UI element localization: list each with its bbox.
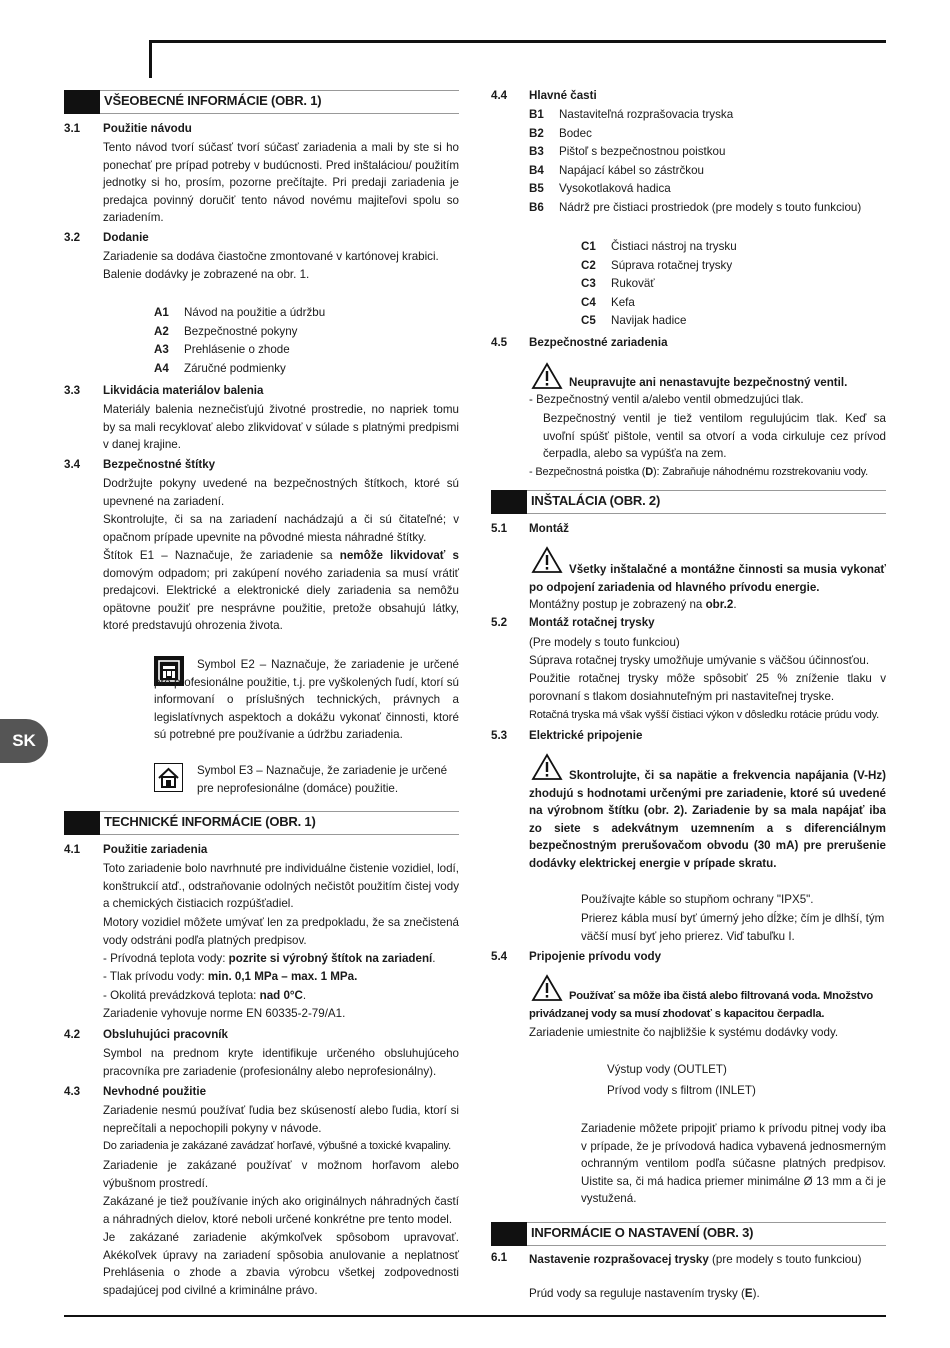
list-item: A3 Prehlásenie o zhode (154, 343, 290, 356)
section-heading: Použitie zariadenia (103, 843, 208, 856)
paragraph: Zariadenie nesmú používať ľudia bez skúseností alebo ľudia, ktorí si neprečítali a nepochopili pokyny v návode. (103, 1104, 459, 1135)
paragraph: Zariadenie môžete pripojiť priamo k prívodu pitnej vody iba v prípade, že je prívodová hadica vybavená jednosmerným ochranným ventilom podľa súčasne platných predpisov. Uistite sa, či má hadica priemer minimálne Ø 13 mm a či je vystužená. (581, 1122, 886, 1206)
outlet-label: Výstup vody (OUTLET) (607, 1063, 727, 1076)
paragraph: Zariadenie je zakázané používať v možnom horľavom alebo výbušnom prostredí. (103, 1159, 459, 1190)
section-number: 3.2 (64, 231, 81, 244)
header-rule (149, 40, 886, 43)
list-item: C1 Čistiaci nástroj na trysku (581, 240, 737, 253)
section-title: INFORMÁCIE O NASTAVENÍ (OBR. 3) (531, 1225, 754, 1240)
bullet-item: - Bezpečnostná poistka (D): Zabraňuje náhodnému rozstrekovaniu vody. (529, 466, 869, 478)
list-item: A2 Bezpečnostné pokyny (154, 324, 298, 338)
section-title: INŠTALÁCIA (OBR. 2) (531, 493, 661, 508)
list-item: B3 Pištoľ s bezpečnostnou poistkou (529, 145, 726, 158)
section-number: 4.1 (64, 843, 81, 856)
contents-list (154, 304, 325, 378)
section-heading: Dodanie (103, 231, 149, 244)
section-heading: Obsluhujúci pracovník (103, 1028, 228, 1041)
section-number: 4.2 (64, 1028, 81, 1041)
paragraph: Do zariadenia je zakázané zavádzať horľavé, výbušné a toxické kvapaliny. (103, 1140, 451, 1152)
bullet-item: - Tlak prívodu vody: min. 0,1 MPa – max. 1 MPa. (103, 970, 358, 983)
section-heading: Nastavenie rozprašovacej trysky (pre modely s touto funkciou) (529, 1253, 862, 1266)
paragraph: Prierez kábla musí byť úmerný jeho dĺžke; čím je dlhší, tým väčší musí byť jeho prierez. Viď tabuľku I. (581, 912, 885, 943)
warning-text: Skontrolujte, či sa napätie a frekvencia napájania (V-Hz) zhodujú s hodnotami určenými pre zariadenie, ktoré sú uvedené na výrobnom štítku (obr. 2). Zariadenie by sa mala napájať iba zo siete s adekvátnym uzemnením a s diferenciálnym bezpečnostným prerušovačom obvodu (30 mA) pre prerušenie dodávky elektrickej energie v prípade skratu. (529, 769, 886, 870)
list-item: C3 Rukoväť (581, 277, 655, 290)
section-heading: Bezpečnostné štítky (103, 458, 216, 471)
section-bar-4 (64, 811, 459, 835)
paragraph: Zariadenie sa dodáva čiastočne zmontované v kartónovej krabici. (103, 250, 439, 263)
section-title: TECHNICKÉ INFORMÁCIE (OBR. 1) (104, 814, 316, 829)
paragraph: Bezpečnostný ventil je tiež ventilom regulujúcim tlak. Keď sa uvoľní spúšť pištole, ventil sa otvorí a voda cirkuluje cez prívod čerpadla, alebo sa vypúšťa na zem. (543, 412, 886, 461)
section-heading: Nevhodné použitie (103, 1085, 207, 1098)
section-heading: Pripojenie prívodu vody (529, 950, 662, 963)
list-item: B1 Nastaviteľná rozprašovacia tryska (529, 108, 734, 121)
list-item: B6 Nádrž pre čistiaci prostriedok (pre modely s touto funkciou) (529, 200, 862, 214)
inlet-label: Prívod vody s filtrom (INLET) (607, 1084, 756, 1097)
paragraph: Balenie dodávky je zobrazené na obr. 1. (103, 268, 310, 281)
bullet-item: - Prívodná teplota vody: pozrite si výrobný štítok na zariadení. (103, 952, 436, 965)
section-title: VŠEOBECNÉ INFORMÁCIE (OBR. 1) (104, 93, 322, 108)
section-number: 5.3 (491, 729, 508, 742)
section-number: 5.1 (491, 522, 508, 535)
section-number: 3.1 (64, 122, 81, 135)
paragraph: Montážny postup je zobrazený na obr.2. (529, 598, 737, 611)
paragraph: Motory vozidiel môžete umývať len za predpokladu, že sa znečistená vody odstráni podľa platných predpisov. (103, 916, 459, 947)
section-heading: Hlavné časti (529, 89, 597, 102)
section-number: 5.4 (491, 950, 508, 963)
paragraph: Súprava rotačnej trysky umožňuje umývanie s väčšou účinnosťou. (529, 654, 870, 667)
paragraph: Použitie rotačnej trysky môže spôsobiť 25 % zníženie tlaku v porovnaní s tlakom dosiahnuteľným pri nastaviteľnej tryske. (529, 672, 886, 703)
footer-rule (64, 1315, 886, 1317)
section-bar-5 (491, 490, 886, 514)
section-number: 5.2 (491, 616, 508, 629)
paragraph: Používajte káble so stupňom ochrany "IPX5". (581, 893, 814, 906)
paragraph: Štítok E1 – Naznačuje, že zariadenie sa nemôže likvidovať s domovým odpadom; pri zakúpení nového zariadenia sa musí vrátiť predajcovi. Elektrické a elektronické diely zariadenia sa nemôžu opätovne použiť pre nesprávne použitie, pretože obsahujú látky, ktoré predstavujú ohrozenia života. (103, 549, 459, 633)
list-item: B5 Vysokotlaková hadica (529, 182, 671, 195)
paragraph: Je zakázané zariadenie akýmkoľvek spôsobom upravovať. Akékoľvek úpravy na zariadení spôsobia anulovanie a neplatnosť Prehlásenia o zhode a zbavia výrobcu všetkej zodpovednosti spadajúcej pod civilné a kriminálne právo. (103, 1231, 459, 1297)
list-item: B4 Napájací kábel so zástrčkou (529, 163, 704, 177)
section-heading: Elektrické pripojenie (529, 729, 643, 742)
paragraph: Symbol E2 – Naznačuje, že zariadenie je určené pre profesionálne použitie, t.j. pre vyškolených ľudí, ktorí sú informovaní o príslušných technických, právnych a legislatívnych aspektoch a dokážu vykonať činnosti, ktoré sú potrebné pre používanie a údržbu zariadenia. (154, 658, 459, 742)
paragraph: Rotačná tryska má však vyšší čistiaci výkon v dôsledku rotácie prúdu vody. (529, 709, 879, 721)
list-item: C2 Súprava rotačnej trysky (581, 258, 733, 272)
section-bar-6 (491, 1222, 886, 1246)
paragraph: Materiály balenia neznečisťujú životné prostredie, no napriek tomu by sa mali recyklovať alebo zlikvidovať v súlade s platnými predpismi v danej krajine. (103, 403, 459, 452)
section-number: 3.3 (64, 384, 81, 397)
paragraph: Prúd vody sa reguluje nastavením trysky (E). (529, 1287, 760, 1300)
bullet-item: - Bezpečnostný ventil a/alebo ventil obmedzujúci tlak. (529, 393, 804, 406)
language-tab: SK (0, 719, 48, 763)
paragraph: Tento návod tvorí súčasť tvorí súčasť zariadenia a mali by ste si ho ponechať pre prípad potreby v budúcnosti. Pred inštaláciou/ použitím jednotky si ho, prosím, pozorne prečítajte. Pri predaji zariadenia je predajca povinný doručiť tento návod novému majiteľovi spolu so zariadením. (103, 141, 459, 225)
warning-text: Neupravujte ani nenastavujte bezpečnostný ventil. (569, 376, 848, 389)
paragraph: Symbol na prednom kryte identifikuje určeného obsluhujúceho pracovníka pre zariadenie (profesionálny alebo neprofesionálny). (103, 1047, 459, 1078)
home-use-icon (154, 763, 183, 792)
section-heading: Likvidácia materiálov balenia (103, 384, 264, 397)
paragraph: (Pre modely s touto funkciou) (529, 636, 680, 649)
paragraph: Symbol E3 – Naznačuje, že zariadenie je určené pre neprofesionálne (domáce) použitie. (197, 764, 448, 795)
section-number: 6.1 (491, 1251, 508, 1264)
paragraph: Dodržujte pokyny uvedené na bezpečnostných štítkoch, ktoré sú upevnené na zariadení. (103, 477, 459, 508)
paragraph: Toto zariadenie bolo navrhnuté pre individuálne čistenie vozidiel, lodí, konštrukcií atď., odstraňovanie odolných nečistôt použitím čistej vody a chemických čistiacich rozpúšťadiel. (103, 862, 459, 911)
paragraph: Zariadenie umiestnite čo najbližšie k systému dodávky vody. (529, 1026, 839, 1039)
list-item: C4 Kefa (581, 295, 635, 309)
section-heading: Montáž rotačnej trysky (529, 616, 655, 629)
section-number: 4.4 (491, 89, 508, 102)
parts-list-c (581, 238, 737, 331)
section-heading: Použitie návodu (103, 122, 192, 135)
parts-list-b (529, 106, 861, 217)
list-item: A4 Záručné podmienky (154, 361, 286, 375)
list-item: B2 Bodec (529, 126, 592, 140)
list-item: C5 Navijak hadice (581, 314, 687, 327)
section-bar-3 (64, 90, 459, 114)
paragraph: Zariadenie vyhovuje norme EN 60335-2-79/A1. (103, 1007, 346, 1020)
warning-text: Používať sa môže iba čistá alebo filtrovaná voda. Množstvo privádzanej vody sa musí zhodovať s kapacitou čerpadla. (529, 990, 873, 1020)
bullet-item: - Okolitá prevádzková teplota: nad 0°C. (103, 989, 307, 1002)
list-item: A1 Návod na použitie a údržbu (154, 306, 326, 319)
header-corner (149, 42, 152, 78)
warning-text: Všetky inštalačné a montážne činnosti sa musia vykonať po odpojení zariadenia od hlavného prívodu energie. (529, 563, 886, 594)
section-heading: Montáž (529, 522, 569, 535)
section-number: 3.4 (64, 458, 81, 471)
paragraph: Skontrolujte, či sa na zariadení nachádzajú a či sú čitateľné; v opačnom prípade upevnite na pôvodné miesta náhradné štítky. (103, 513, 459, 544)
section-number: 4.5 (491, 336, 508, 349)
section-heading: Bezpečnostné zariadenia (529, 336, 668, 349)
section-number: 4.3 (64, 1085, 81, 1098)
paragraph: Zakázané je tiež používanie iných ako originálnych náhradných častí a náhradných dielov, ktoré neboli určené konkrétne pre tento model. (103, 1195, 459, 1226)
